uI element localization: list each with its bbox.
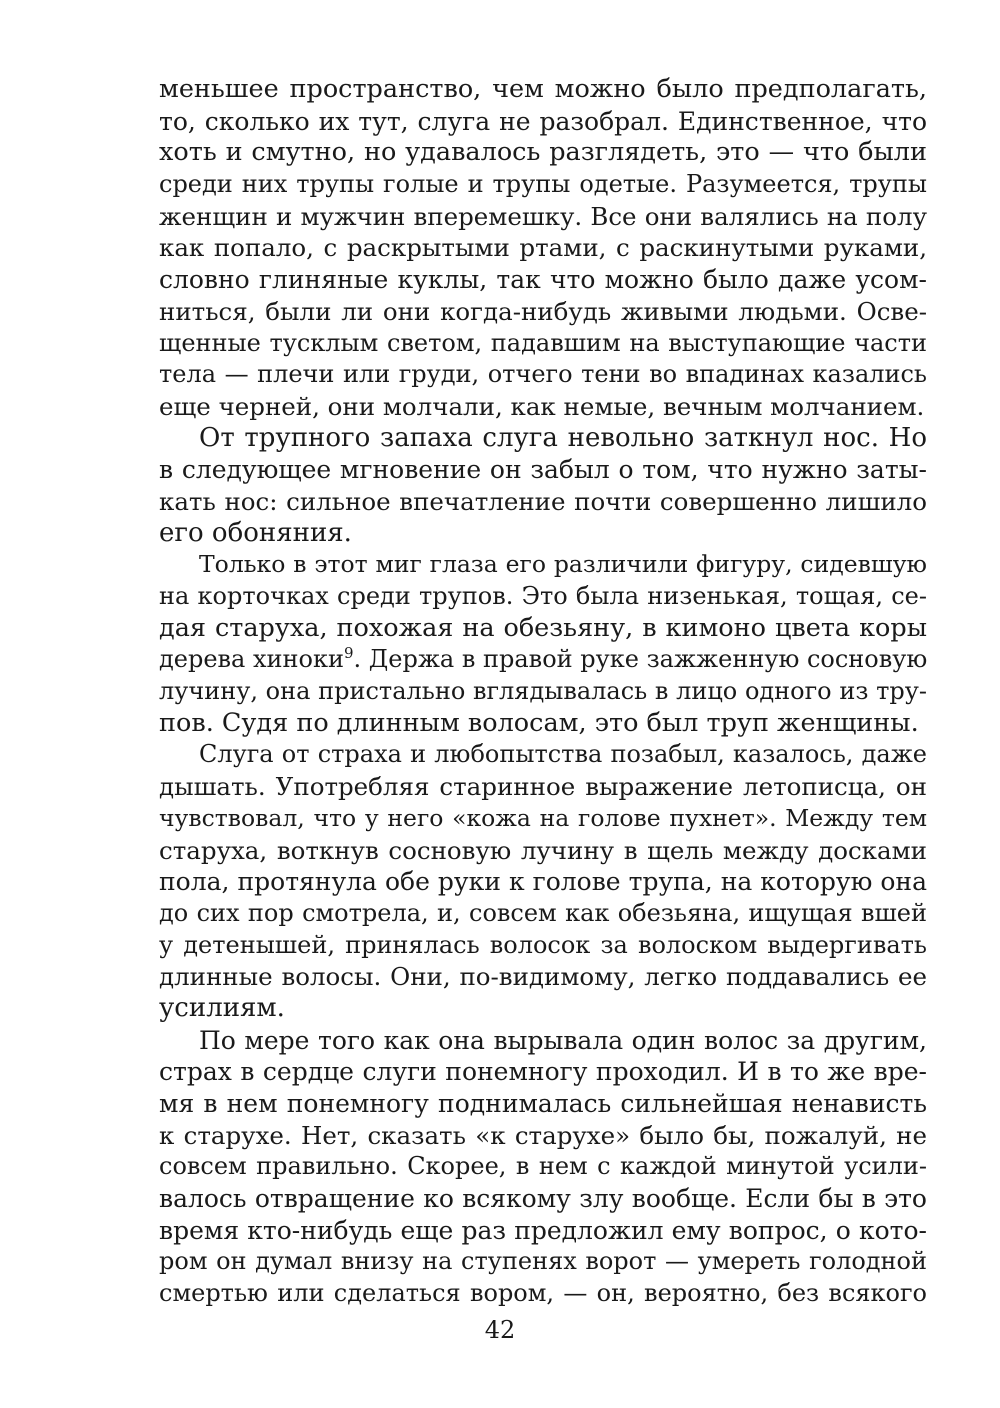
text-line: еще черней, они молчали, как немые, вечным молчанием. [159, 391, 925, 421]
text-line-with-footnote [159, 644, 927, 676]
text-line: хоть и смутно, но удавалось разглядеть, это — что были [159, 137, 927, 168]
text-line: женщин и мужчин вперемешку. Все они валялись на полу [159, 201, 927, 231]
paragraph-start-line: Слуга от страха и любопытства позабыл, казалось, даже [199, 740, 927, 769]
text-line: его обоняния. [159, 517, 352, 548]
text-line: лучину, она пристально вглядывалась в лицо одного из тру- [159, 677, 927, 706]
text-line: время кто-нибудь еще раз предложил ему вопрос, о кото- [159, 1215, 927, 1245]
text-line: в следующее мгновение он забыл о том, что нужно заты- [159, 455, 927, 485]
text-line: как попало, с раскрытыми ртами, с раскинутыми руками, [159, 233, 927, 263]
line-segment: . Держа в правой руке зажженную сосновую [353, 645, 927, 674]
text-line: длинные волосы. Они, по-видимому, легко поддавались ее [159, 962, 927, 992]
text-line: смертью или сделаться вором, — он, вероятно, без всякого [159, 1279, 927, 1308]
text-line: дышать. Употребляя старинное выражение летописца, он [159, 772, 927, 802]
text-line: меньшее пространство, чем можно было предполагать, [159, 74, 927, 104]
body-text [159, 74, 927, 1310]
text-line: то, сколько их тут, слуга не разобрал. Единственное, что [159, 106, 927, 136]
text-line: мя в нем понемногу поднималась сильнейшая ненависть [159, 1089, 927, 1118]
footnote-marker[interactable]: 9 [343, 644, 354, 663]
text-line: валось отвращение ко всякому злу вообще. Если бы в это [159, 1184, 927, 1214]
text-line: старуха, воткнув сосновую лучину в щель между досками [159, 835, 927, 865]
text-line: кать нос: сильное впечатление почти совершенно лишило [159, 486, 927, 516]
text-line: среди них трупы голые и трупы одетые. Разумеется, трупы [159, 170, 927, 199]
paragraph-start-line: Только в этот миг глаза его различили фигуру, сидевшую [199, 550, 927, 579]
paragraph-start-line: По мере того как она вырывала один волос за другим, [199, 1025, 927, 1055]
text-line: тела — плечи или груди, отчего тени во впадинах казались [159, 360, 927, 389]
text-line: к старухе. Нет, сказать «к старухе» было бы, пожалуй, не [159, 1120, 927, 1150]
text-line: усилиям. [159, 992, 285, 1023]
text-line: пола, протянула обе руки к голове трупа, на которую она [159, 867, 927, 897]
text-line: страх в сердце слуги понемногу проходил. И в то же вре- [159, 1057, 927, 1087]
text-line: ниться, были ли они когда-нибудь живыми людьми. Осве- [159, 296, 927, 326]
text-line: пов. Судя по длинным волосам, это был труп женщины. [159, 707, 919, 738]
text-line: до сих пор смотрела, и, совсем как обезьяна, ищущая вшей [159, 898, 927, 927]
text-line: чувствовал, что у него «кожа на голове пухнет». Между тем [159, 803, 927, 832]
text-line: совсем правильно. Скорее, в нем с каждой минутой усили- [159, 1152, 927, 1181]
paragraph-start-line: От трупного запаха слуга невольно заткнул нос. Но [199, 422, 927, 453]
text-line: на корточках среди трупов. Это была низенькая, тощая, се- [159, 582, 927, 610]
text-line: дая старуха, похожая на обезьяну, в кимоно цвета коры [159, 612, 927, 643]
text-line: щенные тусклым светом, падавшим на выступающие части [159, 328, 927, 357]
text-line: словно глиняные куклы, так что можно было даже усом- [159, 265, 927, 295]
text-line: ром он думал внизу на ступенях ворот — умереть голодной [159, 1247, 927, 1276]
line-segment: дерева хиноки [159, 645, 344, 674]
page-number: 42 [484, 1316, 516, 1344]
text-line: у детенышей, принялась волосок за волоском выдергивать [159, 930, 927, 959]
